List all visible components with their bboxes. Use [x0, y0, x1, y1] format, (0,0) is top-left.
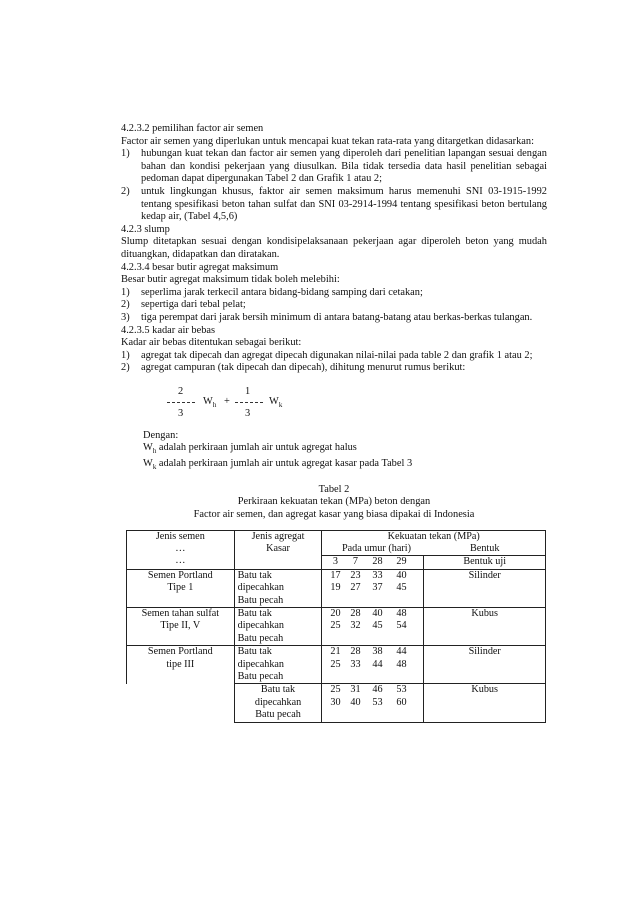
definitions — [121, 430, 547, 474]
paragraph-4232-intro: Factor air semen yang diperlukan untuk mencapai kuat tekan rata-rata yang ditargetkan didasarkan: — [121, 135, 534, 147]
table-caption — [121, 484, 547, 522]
formula-wk: $W_k$ — [269, 395, 283, 409]
table-header-row — [127, 530, 546, 556]
paragraph-4234-intro: Besar butir agregat maksimum tidak boleh melebihi: — [121, 274, 340, 286]
header-kekuatan: Kekuatan tekan (MPa) Pada umur (hari) Bentuk — [322, 530, 546, 556]
heading-423: 4.2.3 slump — [121, 223, 170, 235]
formula-wh: $W_h$ — [203, 395, 217, 409]
list-item: 2) agregat campuran (tak dipecah dan dipecah), dihitung menurut rumus berikut: — [121, 362, 466, 374]
definitions-lead: Dengan: — [143, 429, 179, 441]
heading-4232: 4.2.3.2 pemilihan factor air semen — [121, 123, 264, 134]
header-jenis-semen: Jenis semen … … — [127, 530, 235, 569]
formula-numerator-2: 1 — [245, 385, 251, 397]
formula-plus: + — [224, 395, 230, 407]
table-row: Semen Portland Tipe 1 Batu tak dipecahkan Batu pecah 17 23 33 40 19 27 37 45 Silinder — [127, 569, 546, 607]
table-row: Batu tak dipecahkan Batu pecah 25 31 46 53 30 40 53 60 Kubus — [127, 684, 546, 722]
header-days: 3 7 28 29 — [322, 556, 424, 569]
header-bentuk-uji: Bentuk uji — [424, 556, 546, 569]
list-item: 1) agregat tak dipecah dan agregat dipecah digunakan nilai-nilai pada table 2 dan grafik 1 atau 2; — [121, 349, 533, 361]
formula-denominator-2: 3 — [245, 407, 251, 419]
table-title-line-2: Factor air semen, dan agregat kasar yang biasa dipakai di Indonesia — [193, 509, 475, 520]
definition-wk: $W_k$ adalah perkiraan jumlah air untuk agregat kasar pada Tabel 3 — [143, 458, 413, 472]
document-body — [121, 123, 547, 723]
list-item: 3) tiga perempat dari jarak bersih minimum di antara batang-batang atau berkas-berkas tulangan. — [121, 311, 533, 323]
table-label: Tabel 2 — [318, 483, 350, 495]
table-row: Semen Portland tipe III Batu tak dipecahkan Batu pecah 21 28 38 44 25 33 44 48 Silinder — [127, 646, 546, 684]
header-jenis-agregat: Jenis agregat Kasar — [234, 530, 322, 569]
fraction-bar — [235, 402, 263, 403]
list-item: 1) seperlima jarak terkecil antara bidang-bidang samping dari cetakan; — [121, 286, 423, 298]
list-item: 2) sepertiga dari tebal pelat; — [121, 299, 246, 311]
definition-wh: $W_h$ adalah perkiraan jumlah air untuk agregat halus — [143, 442, 357, 456]
list-item: 2) untuk lingkungan khusus, faktor air semen maksimum harus memenuhi SNI 03-1915-1992 tentang spesifikasi beton tahan sulfat dan SNI 03-2914-1994 tentang spesifikasi beton bertulang kedap air, (Tabel 4,5,6) — [121, 185, 547, 223]
table-title-line-1: Perkiraan kekuatan tekan (MPa) beton dengan — [237, 496, 431, 508]
list-item: 1) hubungan kuat tekan dan factor air semen yang diperoleh dari penelitian lapangan sesuai dengan bahan dan kondisi pekerjaan yang diusulkan. Bila tidak tersedia data hasil penelitian sebagai pedoman dapat dipergunakan Tabel 2 dan Grafik 1 atau 2; — [121, 148, 547, 185]
paragraph-slump: Slump ditetapkan sesuai dengan kondisipelaksanaan pekerjaan agar diperoleh beton yang mudah dituangkan, didapatkan dan diratakan. — [121, 236, 547, 260]
fraction-bar — [167, 402, 195, 403]
heading-4234: 4.2.3.4 besar butir agregat maksimum — [121, 261, 279, 273]
formula-denominator-1: 3 — [178, 407, 184, 419]
formula-campuran — [121, 382, 547, 430]
heading-4235: 4.2.3.5 kadar air bebas — [121, 324, 216, 336]
table-2 — [126, 530, 546, 723]
table-row: Semen tahan sulfat Tipe II, V Batu tak dipecahkan Batu pecah 20 28 40 48 25 32 45 54 Kubus — [127, 608, 546, 646]
formula-numerator-1: 2 — [178, 385, 184, 397]
paragraph-4235-intro: Kadar air bebas ditentukan sebagai berikut: — [121, 337, 302, 349]
